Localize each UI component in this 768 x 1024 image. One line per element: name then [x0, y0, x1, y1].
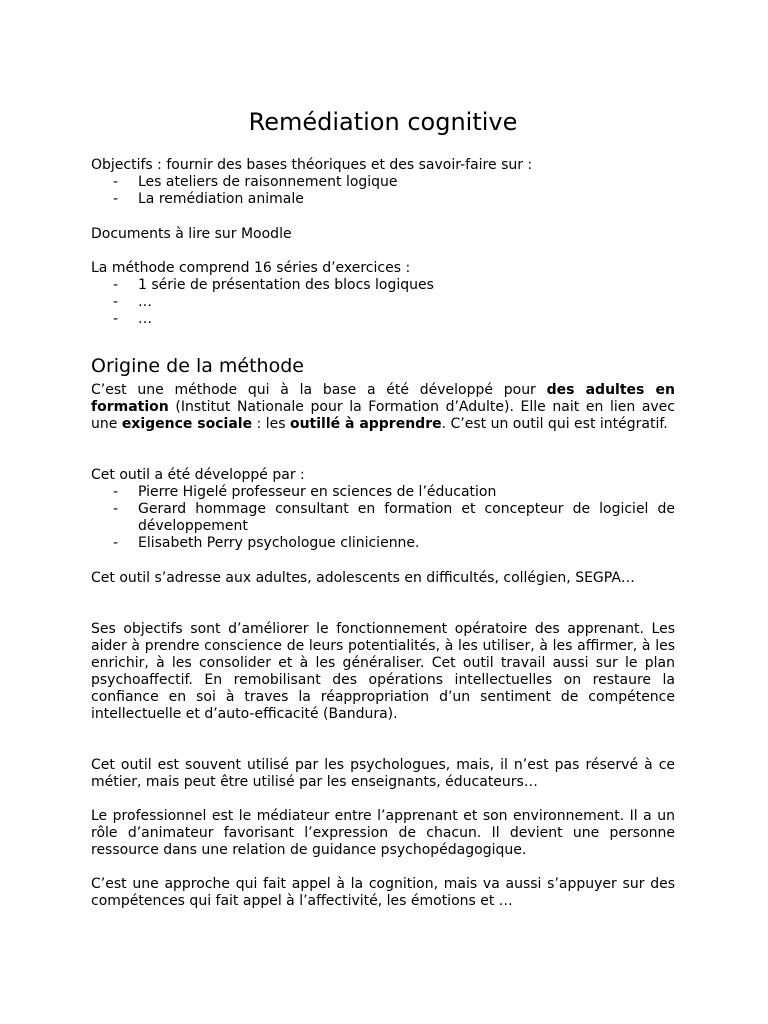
list-item-text: Pierre Higelé professeur en sciences de l’éducation: [138, 484, 497, 500]
approach-paragraph: C’est une approche qui fait appel à la cognition, mais va aussi s’appuyer sur des compétences qui fait appel à l’affectivité, les émotions et …: [91, 876, 675, 909]
list-item-text: Les ateliers de raisonnement logique: [138, 174, 398, 190]
developers-section: [91, 467, 675, 552]
list-item-text: …: [138, 294, 152, 310]
objectives-paragraph: Ses objectifs sont d’améliorer le fonctionnement opératoire des apprenant. Les aider à prendre conscience de leurs potentialités, à les utiliser, à les affirmer, à les enrichir, à les consolider et à les généraliser. Cet outil travail aussi sur le plan psychoaffectif. En remobilisant des opérations intellectuelles on restaure la confiance en soi à traves la réappropriation d’un sentiment de compétence intellectuelle et d’auto-efficacité (Bandura).: [91, 621, 675, 722]
method-list: [91, 277, 675, 328]
list-item-text: 1 série de présentation des blocs logiques: [138, 277, 434, 293]
list-dash: -: [113, 311, 119, 327]
list-dash: -: [113, 277, 119, 293]
list-item: [91, 277, 675, 294]
text-run: . C’est un outil qui est intégratif.: [441, 416, 668, 432]
list-item-text: Gerard hommage consultant en formation et concepteur de logiciel de développement: [138, 501, 675, 534]
text-run: : les: [252, 416, 290, 432]
text-run: (Institut Nationale pour la Formation d’Adulte). Elle nait en lien avec une: [91, 399, 675, 432]
method-intro: La méthode comprend 16 séries d’exercices :: [91, 260, 411, 276]
objectives-intro: Objectifs : fournir des bases théoriques et des savoir-faire sur :: [91, 157, 533, 173]
text-run: C’est une méthode qui à la base a été développé pour: [91, 382, 547, 398]
objectives-list: [91, 174, 675, 208]
method-section: [91, 260, 675, 328]
list-dash: -: [113, 501, 119, 517]
list-item: [91, 484, 675, 501]
list-item: [91, 501, 675, 535]
bold-text: des adultes en formation: [91, 382, 675, 415]
list-item: [91, 191, 675, 208]
documents-line: Documents à lire sur Moodle: [91, 226, 292, 242]
list-item: [91, 294, 675, 311]
list-item-text: La remédiation animale: [138, 191, 304, 207]
bold-text: exigence sociale: [121, 416, 253, 432]
objectives-section: [91, 157, 675, 208]
users-paragraph: Cet outil est souvent utilisé par les psychologues, mais, il n’est pas réservé à ce métier, mais peut être utilisé par les enseignants, éducateurs…: [91, 757, 675, 790]
list-dash: -: [113, 294, 119, 310]
developers-intro: Cet outil a été développé par :: [91, 467, 305, 483]
origin-paragraph: [91, 382, 675, 433]
list-dash: -: [113, 191, 119, 207]
list-dash: -: [113, 484, 119, 500]
list-item: [91, 311, 675, 328]
bold-text: outillé à apprendre: [289, 416, 442, 432]
professional-paragraph: Le professionnel est le médiateur entre l’apprenant et son environnement. Il a un rôle d’animateur favorisant l’expression de chacun. Il devient une personne ressource dans une relation de guidance psychopédagogique.: [91, 808, 675, 858]
list-item-text: Elisabeth Perry psychologue clinicienne.: [138, 535, 420, 551]
list-dash: -: [113, 174, 119, 190]
developers-list: [91, 484, 675, 552]
list-item: [91, 174, 675, 191]
list-dash: -: [113, 535, 119, 551]
audience-paragraph: Cet outil s’adresse aux adultes, adolescents en difficultés, collégien, SEGPA…: [91, 570, 635, 586]
section-heading: Origine de la méthode: [91, 355, 304, 377]
page-title: Remédiation cognitive: [248, 108, 518, 136]
list-item-text: …: [138, 311, 152, 327]
list-item: [91, 535, 675, 552]
